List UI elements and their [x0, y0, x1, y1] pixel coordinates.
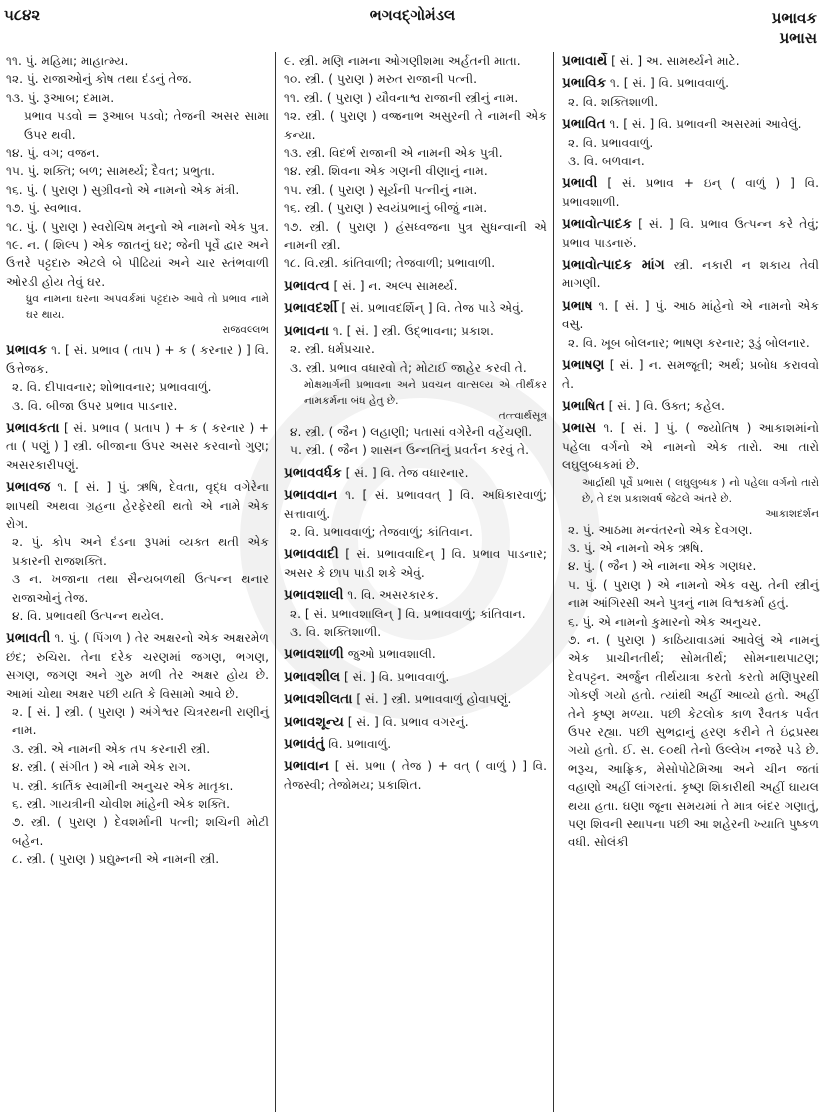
definition: [ સં. ] વિ. પ્રભાવ ઉત્પન્ન કરે તેવું; પ્રભાવ પાડનારું. — [562, 217, 820, 250]
definition: [ સં. પ્રભાવવાદિન્ ] વિ. પ્રભાવ પાડનાર; અસર કે છાપ પાડી શકે એવું. — [284, 547, 548, 580]
sense: ૧૮. વિ.સ્ત્રી. કાંતિવાળી; તેજવાળી; પ્રભાવાળી. — [284, 256, 496, 271]
definition: [ સં. પ્રભાવદર્શિન્ ] વિ. તેજ પાડે એવું. — [341, 301, 524, 316]
entry-continuation-prabhav — [6, 52, 269, 337]
citation-source: રાજવલ્લભ — [222, 324, 269, 337]
entry-prabhavvardhak — [284, 464, 547, 482]
citation-quote: આર્દ્રાથી પૂર્વે પ્રભાસ ( લઘુલુબ્ધક ) નો પહેલા વર્ગનો તારો છે, તે દશ પ્રકાશવર્ષ જેટલે અંતરે છે. — [582, 476, 819, 505]
sense: ૩. વિ. બીજા ઉપર પ્રભાવ પાડનાર. — [12, 398, 178, 413]
sense: ૮. સ્ત્રી. ( પુરાણ ) પ્રદ્યુમ્નની એ નામની સ્ત્રી. — [12, 852, 220, 867]
sense: ૧૩. સ્ત્રી. વિદર્ભ રાજાની એ નામની એક પુત્રી. — [284, 146, 503, 161]
citation-source: તત્ત્વાર્થસૂત્ર — [498, 409, 547, 422]
sense: ૧૬. પું. ( પુરાણ ) સુગ્રીવનો એ નામનો એક મંત્રી. — [6, 182, 240, 197]
sense: ૩. પું. એ નામનો એક ઋષિ. — [568, 540, 704, 555]
sense: ૪. વિ. પ્રભાવથી ઉત્પન્ન થયેલ. — [12, 608, 165, 623]
headword: પ્રભાવી — [562, 175, 598, 192]
headword: પ્રભાવવાન — [284, 487, 338, 504]
headword: પ્રભાવવર્ધક — [284, 464, 342, 481]
sense: ૪. પું. ( જૈન ) એ નામના એક ગણધર. — [568, 559, 757, 574]
entry-prabhashan — [562, 356, 819, 393]
sense: ૧૨. પું. રાજાઓનું કોષ તથા દંડનું તેજ. — [6, 72, 192, 87]
sense: ૧. [ સં. ] વિ. પ્રભાવની અસરમાં આવેલું. — [609, 117, 802, 132]
headword: પ્રભાવાર્થે — [562, 53, 608, 69]
entry-prabhavatva — [284, 277, 547, 295]
entry-prabhavvan — [284, 486, 547, 541]
headword: પ્રભાવિક — [562, 75, 607, 92]
cross-reference: જુઓ પ્રભાવશાલી. — [347, 647, 436, 662]
headword: પ્રભાષ — [562, 297, 593, 314]
sense: ૨. વિ. ખૂબ બોલનાર; ભાષણ કરનાર; રૂડું બોલનાર. — [568, 335, 810, 350]
entry-prabhavaj — [6, 478, 269, 625]
sense: ૧૨. સ્ત્રી. ( પુરાણ ) વજ્રનાભ અસુરની તે નામની એક કન્યા. — [284, 109, 547, 142]
headword: પ્રભાવાન — [284, 758, 329, 775]
sense: ૧૫. પું. શક્તિ; બળ; સામર્થ્ય; દૈવત; પ્રભુતા. — [6, 164, 216, 179]
sense: ૨. [ સં. ] સ્ત્રી. ( પુરાણ ) અંગેશ્વર ચિત્રરથની રાણીનું નામ. — [12, 705, 269, 738]
headword: પ્રભાવશીલ — [284, 668, 341, 685]
entry-prabhavshil — [284, 668, 547, 686]
sense: ૩. સ્ત્રી. એ નામની એક તપ કરનારી સ્ત્રી. — [12, 741, 211, 756]
citation-source: આકાશદર્શન — [765, 507, 819, 520]
sense: ૧. [ સં. ] પું. ( જ્યોતિષ ) આકાશમાંનો પહેલા વર્ગનો એ નામનો એક તારો. આ તારો લઘુલુબ્ધકમાં છે. — [562, 421, 819, 473]
entry-prabhavotpadak — [562, 215, 819, 252]
definition: [ સં. ] વિ. તેજ વધારનાર. — [345, 465, 469, 480]
entry-prabhavotpadak-maang — [562, 256, 819, 293]
usage-example: પ્રભાવ પડવો = રૂઆબ પડવો; તેજની અસર સામા ઉપર થવી. — [24, 109, 269, 142]
headword: પ્રભાવોત્પાદક — [562, 216, 632, 233]
headword: પ્રભાષણ — [562, 357, 605, 374]
citation-quote: ધ્રુવ નામના ઘરના અપવર્કમાં પટ્ટદારુ આવે તો પ્રભાવ નામે ઘર થાય. — [26, 293, 269, 322]
sense: ૧૪. સ્ત્રી. શિવના એક ગણની વીણાનું નામ. — [284, 164, 488, 179]
sense: ૨. [ સં. પ્રભાવશાલિન્ ] વિ. પ્રભાવવાળું; કાંતિવાન. — [290, 606, 526, 621]
sense: ૧૭. પું. સ્વભાવ. — [6, 201, 82, 216]
column-3 — [553, 52, 825, 1112]
entry-prabhavik — [562, 74, 819, 111]
headword: પ્રભાવક — [6, 342, 48, 359]
definition: [ સં. ] વિ. પ્રભાવવાળું. — [344, 669, 450, 684]
guide-words — [772, 8, 817, 48]
sense: ૨. પું. આઠમા મન્વંતરનો એક દેવગણ. — [568, 522, 753, 537]
entry-prabhavati — [6, 629, 269, 868]
sense: ૧. પું. ( પિંગળ ) તેર અક્ષરનો એક અક્ષરમેળ છંદ; રુચિરા. તેના દરેક ચરણમાં જગણ, ભગણ, સગણ, જગણ અને ગુરુ મળી તેર અક્ષર હોય છે. આમાં ચોથા અક્ષર પછી યતિ કે વિસામો આવે છે. — [6, 631, 270, 701]
sense: ૩. વિ. શક્તિશાળી. — [290, 624, 382, 639]
entry-prabhavi — [562, 174, 819, 211]
sense: ૭. ન. ( પુરાણ ) કાઠિયાવાડમાં આવેલું એ નામનું એક પ્રાચીનતીર્થ; સોમતીર્થ; સોમનાથપાટણ; દેવપટ્ટન. અર્જુન તીર્થયાત્રા કરતો કરતો મણિપુરથી ગોકર્ણ ગયો હતો. ત્યાંથી અહીં આવ્યો હતો. અહીં તેને કૃષ્ણ મળ્યા. પછી કેટલોક કાળ રૈવતક પર્વત ઉપર રહ્યા. પછી સુભદ્રાનું હરણ કરીને તે ઇંદ્રપ્રસ્થ ગયો હતો. ઈ. સ. ૯૦થી તેનો ઉલ્લેખ નજરે પડે છે. ભરૂચ, આફ્રિક, મેસોપોટેમિઆ અને ચીન જતાં વહાણો અહીં લાંગરતાં. કૃષ્ણ શિકારીથી અહીં ઘાયલ થયા હતા. ઘણા જૂના સમયમાં તે માત્ર બંદર ગણાતું, પણ શિવની સ્થાપના પછી આ શહેરની ખ્યાતિ પુષ્કળ વધી. સોલંકી — [568, 632, 819, 850]
sense: ૨. વિ. પ્રભાવવાળું. — [568, 135, 654, 150]
entry-continuation-prabhavati — [284, 52, 547, 273]
sense: ૩ ન. ખજાના તથા સૈન્યબળથી ઉત્પન્ન થનાર રાજાઓનું તેજ. — [12, 572, 269, 605]
sense: ૨. વિ. પ્રભાવવાળું; તેજવાળું; કાંતિવાન. — [290, 524, 473, 539]
entry-prabhavshilta — [284, 690, 547, 708]
definition: [ સં. પ્રભા ( તેજ ) + વત્ ( વાળું ) ] વિ. તેજસ્વી; તેજોમય; પ્રકાશિત. — [284, 759, 547, 792]
headword: પ્રભાવકતા — [6, 419, 60, 436]
sense: ૧૫. સ્ત્રી. ( પુરાણ ) સૂર્યની પત્નીનું નામ. — [284, 182, 478, 197]
guide-word-last: પ્રભાસ — [779, 29, 817, 47]
entry-prabhavaan — [284, 757, 547, 794]
headword: પ્રભાવત્વ — [284, 277, 330, 294]
running-title: ભગવદ્ગોમંડલ — [369, 6, 456, 24]
sense: ૨. પું. કોપ અને દંડના રૂપમાં વ્યક્ત થતી એક પ્રકારની રાજશક્તિ. — [12, 535, 269, 568]
sense: ૧૬. સ્ત્રી. ( પુરાણ ) સ્વયંપ્રભાનું બીજું નામ. — [284, 201, 488, 216]
headword: પ્રભાવવાદી — [284, 546, 339, 563]
sense: ૧. [ સં. ] પું. ઋષિ, દેવતા, વૃદ્ધ વગેરેના શાપથી અથવા ગ્રહના હેરફેરથી થતો એ નામે એક રોગ. — [6, 480, 269, 531]
sense: ૧. [ સં. પ્રભાવવત્ ] વિ. અધિકારવાળું; સત્તાવાળું. — [284, 488, 547, 521]
headword: પ્રભાવદર્શી — [284, 300, 338, 317]
dictionary-columns — [0, 52, 825, 1112]
sense: ૧૯. ન. ( શિલ્પ ) એક જાતનું ઘર; જેની પૂર્વે દ્વાર અને ઉત્તરે પટ્ટદારુ એટલે બે પીઢિયાં અને ચાર સ્તંભવાળી ઓરડી હોય તેવું ઘર. — [6, 238, 269, 289]
headword: પ્રભાવતી — [6, 630, 51, 647]
sense: ૬. સ્ત્રી. ગાયત્રીની ચોવીશ માંહેની એક શક્તિ. — [12, 797, 231, 812]
sense: ૧. [ સં. ] પું. આઠ માંહેનો એ નામનો એક વસુ. — [562, 298, 819, 332]
entry-prabhavshali — [284, 586, 547, 641]
sense: ૨. વિ. શક્તિશાળી. — [568, 94, 659, 109]
headword: પ્રભાવશાલી — [284, 587, 344, 604]
sense: ૧. વિ. અસરકારક. — [347, 588, 439, 603]
definition: [ સં. ] વિ. પ્રભાવ વગરનું. — [347, 714, 469, 729]
entry-prabhavantu — [284, 735, 547, 753]
sense: ૬. પું. એ નામનો કુમારનો એક અનુચર. — [568, 614, 762, 629]
sense: ૧૮. પું. ( પુરાણ ) સ્વરોચિષ મનુનો એ નામનો એક પુત્ર. — [6, 219, 269, 234]
definition: [ સં. પ્રભાવ + ઇન્ ( વાળું ) ] વિ. પ્રભાવશાળી. — [562, 176, 819, 209]
entry-prabhavshunya — [284, 713, 547, 731]
headword: પ્રભાષિત — [562, 397, 605, 414]
entry-prabhavak — [6, 341, 269, 415]
sense: ૧૪. પું. વગ; વજન. — [6, 146, 100, 161]
sense: ૫. સ્ત્રી. ( જૈન ) શાસન ઉન્નતિનું પ્રવર્તન કરવું તે. — [290, 443, 529, 458]
entry-prabhas — [562, 419, 819, 852]
entry-prabhavdarshi — [284, 299, 547, 317]
sense: ૫. પું. ( પુરાણ ) એ નામનો એક વસુ. તેની સ્ત્રીનું નામ આંગિરસી અને પુત્રનું નામ વિશ્વકર્મા હતું. — [568, 577, 819, 611]
headword: પ્રભાસ — [562, 420, 597, 437]
entry-prabhavshaali — [284, 645, 547, 663]
sense: ૪. સ્ત્રી. ( સંગીત ) એ નામે એક રાગ. — [12, 760, 191, 775]
headword: પ્રભાવંતું — [284, 736, 325, 752]
entry-prabhashit — [562, 397, 819, 415]
column-1 — [0, 52, 275, 1112]
headword: પ્રભાવિત — [562, 116, 606, 133]
sense: ૨. સ્ત્રી. ધર્મપ્રચાર. — [290, 342, 375, 357]
entry-prabhash — [562, 297, 819, 352]
headword: પ્રભાવશીલતા — [284, 691, 353, 708]
definition: [ સં. ] ન. અલ્પ સામર્થ્ય. — [333, 278, 458, 293]
definition: [ સં. ] સ્ત્રી. પ્રભાવવાળું હોવાપણું. — [356, 692, 512, 707]
entry-prabhavit — [562, 115, 819, 170]
entry-prabhavakta — [6, 419, 269, 474]
sense: ૧૩. પું. રૂઆબ; દમામ. — [6, 90, 115, 105]
sense: ૯. સ્ત્રી. મણિ નામના ઓગણીશમા અર્હતની માતા. — [284, 54, 521, 68]
sense: ૧. [ સં. ] સ્ત્રી. ઉદ્ભાવના; પ્રકાશ. — [332, 323, 494, 338]
page-number: ૫૮૪૨ — [4, 6, 41, 24]
headword: પ્રભાવના — [284, 322, 329, 339]
sense: ૧. [ સં. પ્રભાવ ( તાપ ) + ક ( કરનાર ) ] વિ. ઉત્તેજક. — [6, 343, 270, 376]
column-2 — [275, 52, 553, 1112]
sense: ૩. વિ. બળવાન. — [568, 154, 645, 169]
definition: [ સં. પ્રભાવ ( પ્રતાપ ) + ક ( કરનાર ) + તા ( પણું ) ] સ્ત્રી. બીજાના ઉપર અસર કરવાનો ગુણ; અસરકારીપણું. — [6, 420, 270, 472]
sense: ૧૭. સ્ત્રી. ( પુરાણ ) હંસધ્વજના પુત્ર સુધન્વાની એ નામની સ્ત્રી. — [284, 219, 547, 253]
sense: ૧૧. પું. મહિમા; માહાત્મ્ય. — [6, 54, 129, 68]
sense: ૭. સ્ત્રી. ( પુરાણ ) દેવશર્માની પત્ની; શચિની મોટી બહેન. — [12, 815, 269, 848]
headword: પ્રભાવશૂન્ય — [284, 713, 344, 730]
entry-prabhavarthe — [562, 52, 819, 70]
sense: ૩. સ્ત્રી. પ્રભાવ વધારવો તે; મોટાઈ જાહેર કરવી તે. — [290, 360, 527, 375]
entry-prabhavvadi — [284, 545, 547, 582]
definition: વિ. પ્રભાવાળું. — [328, 737, 392, 751]
definition: સ્ત્રી. નકારી ન શકાય તેવી માગણી. — [562, 258, 820, 291]
sense: ૧. [ સં. ] વિ. પ્રભાવવાળું. — [610, 76, 729, 91]
sense: ૧૦. સ્ત્રી. ( પુરાણ ) મરુત રાજાની પત્ની. — [284, 72, 477, 87]
citation-quote: મોક્ષમાર્ગની પ્રભાવના અને પ્રવચન વાત્સલ્ય એ તીર્થંકર નામકર્મના બંધ હેતુ છે. — [304, 378, 547, 407]
page-header — [0, 0, 825, 56]
sense: ૪. સ્ત્રી. ( જૈન ) લહાણી; પતાસાં વગેરેની વહેંચણી. — [290, 424, 533, 439]
definition: [ સં. ] વિ. ઉક્ત; કહેલ. — [608, 398, 725, 413]
headword: પ્રભાવશાળી — [284, 646, 344, 663]
headword: પ્રભાવોત્પાદક માંગ — [562, 257, 665, 274]
entry-prabhavna — [284, 322, 547, 460]
sense: ૨. વિ. દીપાવનાર; શોભાવનાર; પ્રભાવવાળું. — [12, 380, 212, 395]
sense: ૧૧. સ્ત્રી. ( પુરાણ ) યૌવનાશ્વ રાજાની સ્ત્રીનું નામ. — [284, 90, 519, 105]
guide-word-first: પ્રભાવક — [771, 9, 817, 27]
definition: [ સં. ] ન. સમજૂતી; અર્થ; પ્રબોધ કરાવવો તે. — [562, 358, 820, 391]
headword: પ્રભાવજ — [6, 479, 51, 496]
definition: [ સં. ] અ. સામર્થ્યને માટે. — [611, 54, 740, 68]
sense: ૫. સ્ત્રી. કાર્તિક સ્વામીની અનુચર એક માતૃકા. — [12, 778, 234, 793]
